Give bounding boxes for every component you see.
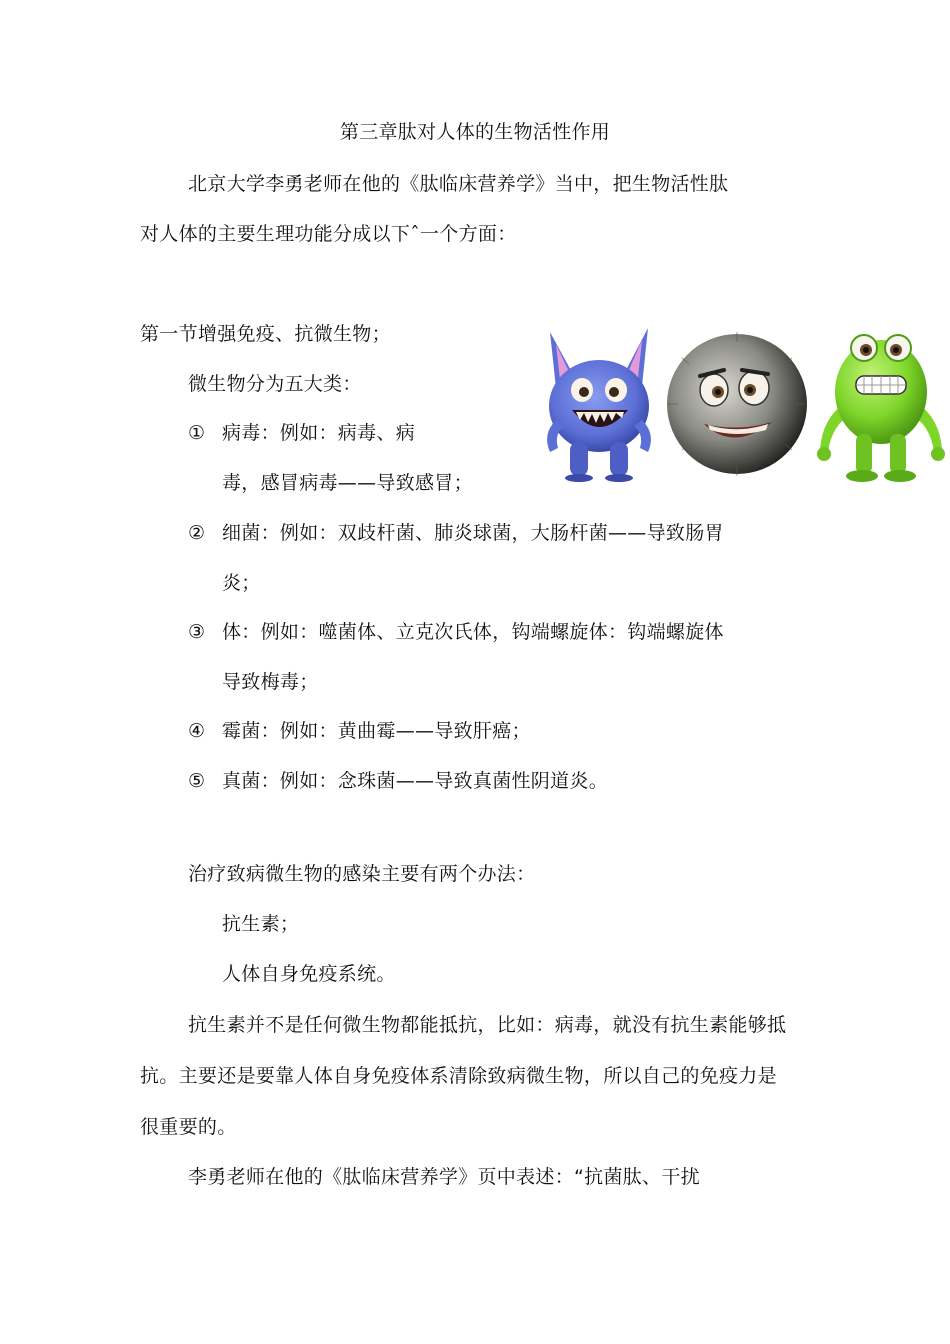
list-item-continuation: 炎；: [222, 572, 261, 594]
list-item-text: 病毒：例如：病毒、病: [222, 422, 416, 444]
paragraph-line-3: 很重要的。: [140, 1116, 237, 1138]
blue-monster-icon: [536, 324, 662, 482]
list-marker: ②: [188, 522, 206, 544]
list-marker: ①: [188, 422, 206, 444]
section-heading: 第一节增强免疫、抗微生物；: [140, 323, 391, 345]
microbe-monsters-illustration: [536, 318, 950, 490]
list-item-text: 霉菌：例如：黄曲霉——导致肝癌；: [222, 720, 531, 742]
list-item-bacteria: [188, 521, 724, 545]
paragraph-line-1: 抗生素并不是任何微生物都能抵抗，比如：病毒，就没有抗生素能够抵: [188, 1014, 787, 1036]
list-item-text: 体：例如：噬菌体、立克次氏体，钩端螺旋体：钩端螺旋体: [222, 621, 724, 643]
intro-line-2: 对人体的主要生理功能分成以下ˆ一个方面：: [140, 223, 517, 245]
list-item-virus: [188, 421, 415, 445]
list-item-body: [188, 620, 724, 644]
list-item-mold: [188, 719, 531, 743]
green-monster-icon: [812, 318, 950, 486]
treatment-method: 抗生素；: [222, 913, 300, 935]
list-item-text: 细菌：例如：双歧杆菌、肺炎球菌，大肠杆菌——导致肠胃: [222, 522, 724, 544]
list-marker: ④: [188, 720, 206, 742]
paragraph-line-2: 抗。主要还是要靠人体自身免疫体系清除致病微生物，所以自己的免疫力是: [140, 1065, 777, 1087]
list-item-continuation: 毒，感冒病毒——导致感冒；: [222, 472, 473, 494]
list-item-text: 真菌：例如：念珠菌——导致真菌性阴道炎。: [222, 770, 609, 792]
section-subheading: 微生物分为五大类：: [188, 373, 362, 395]
chapter-title: 第三章肽对人体的生物活性作用: [339, 121, 611, 143]
list-item-continuation: 导致梅毒；: [222, 671, 319, 693]
list-item-fungus: [188, 769, 608, 793]
quote-line: 李勇老师在他的《肽临床营养学》页中表述：“抗菌肽、干扰: [188, 1166, 700, 1188]
list-marker: ③: [188, 621, 206, 643]
list-marker: ⑤: [188, 770, 206, 792]
furry-gray-monster-icon: [662, 328, 812, 480]
treatment-lead: 治疗致病微生物的感染主要有两个办法：: [188, 863, 536, 885]
intro-line-1: 北京大学李勇老师在他的《肽临床营养学》当中，把生物活性肽: [188, 173, 729, 195]
treatment-method: 人体自身免疫系统。: [222, 963, 396, 985]
